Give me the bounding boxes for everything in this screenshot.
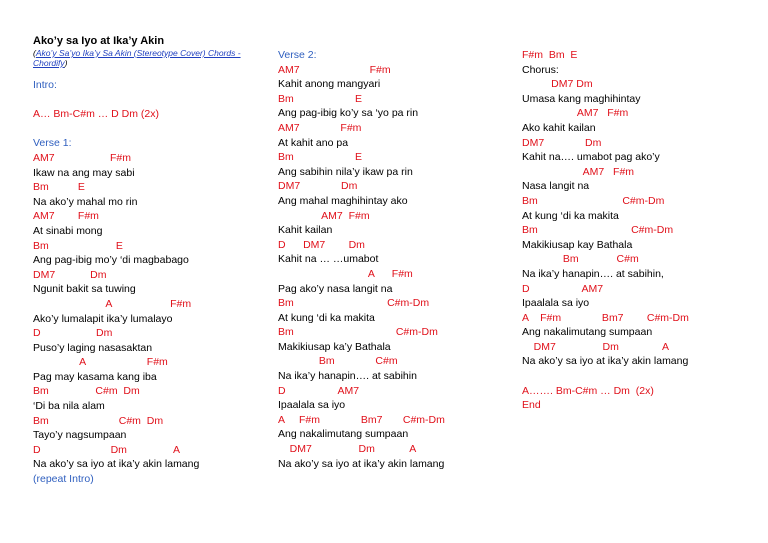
chord-line: Bm C#m <box>522 253 639 266</box>
lyric-line: Kahit na…. umabot pag ako’y <box>522 151 660 164</box>
chord-line: Bm C#m-Dm <box>278 326 438 339</box>
chord-line: Bm E <box>278 92 363 105</box>
chord-line: A F#m <box>278 267 413 280</box>
lyric-line: Kahit anong mangyari <box>278 78 381 91</box>
lyric-line: Chorus: <box>522 63 559 76</box>
chord-line: A F#m <box>33 356 168 369</box>
column-3 <box>522 48 752 413</box>
column-2 <box>278 48 508 471</box>
chord-line: D AM7 <box>522 282 604 295</box>
lyric-line: Kahit na … …umabot <box>278 253 379 266</box>
chord-line: Bm C#m Dm <box>33 414 164 427</box>
chord-line: A F#m Bm7 C#m-Dm <box>278 413 445 426</box>
lyric-line: Ikaw na ang may sabi <box>33 166 135 179</box>
end-label: End <box>522 399 541 412</box>
chord-line: AM7 F#m <box>33 151 132 164</box>
chord-line: A F#m Bm7 C#m-Dm <box>522 311 689 324</box>
verse2-label: Verse 2: <box>278 49 317 61</box>
lyric-line: Ang pag-ibig mo’y ‘di magbabago <box>33 254 189 267</box>
lyric-line: Ako kahit kailan <box>522 121 596 134</box>
outro-chords: A……. Bm-C#m … Dm (2x) <box>522 384 654 397</box>
lyric-line: Ipaalala sa iyo <box>278 399 346 412</box>
lyric-line: Ngunit bakit sa tuwing <box>33 283 136 296</box>
chord-line: D Dm A <box>33 443 181 456</box>
chord-line: D DM7 Dm <box>278 238 365 251</box>
lyric-line: Ang pag-ibig ko’y sa ‘yo pa rin <box>278 107 419 120</box>
lyric-line: Ako’y lumalapit ika’y lumalayo <box>33 312 173 325</box>
lyric-line: Na ika’y hanapin…. at sabihin, <box>522 267 664 280</box>
lyric-line: Puso’y laging nasasaktan <box>33 341 153 354</box>
intro-label: Intro: <box>33 79 57 91</box>
chord-line: Bm E <box>33 239 123 252</box>
lyric-line: Kahit kailan <box>278 224 333 237</box>
column-1 <box>33 34 263 487</box>
lyric-line: Nasa langit na <box>522 180 590 193</box>
chord-line: A F#m <box>33 297 192 310</box>
lyric-line: At kung ‘di ka makita <box>278 311 375 324</box>
lyric-line: Tayo’y nagsumpaan <box>33 429 127 442</box>
verse2-lines <box>278 63 508 472</box>
lyric-line: At kahit ano pa <box>278 136 349 149</box>
lyric-line: Ipaalala sa iyo <box>522 297 590 310</box>
lyric-line: Ang sabihin nila’y ikaw pa rin <box>278 165 413 178</box>
chord-line: DM7 Dm <box>33 268 107 281</box>
lyric-line: Na ako’y sa iyo at ika’y akin lamang <box>522 355 689 368</box>
lyric-line: Na ako’y sa iyo at ika’y akin lamang <box>33 458 200 471</box>
chord-line: Bm C#m-Dm <box>522 194 665 207</box>
lyric-line: Makikiusap kay Bathala <box>522 238 633 251</box>
chord-line: Bm E <box>278 151 363 164</box>
lyric-line: Na ako’y sa iyo at ika’y akin lamang <box>278 457 445 470</box>
chord-line: AM7 F#m <box>33 210 99 223</box>
chord-line: AM7 F#m <box>278 121 362 134</box>
lyric-line: At kung ‘di ka makita <box>522 209 619 222</box>
source-citation <box>33 48 258 68</box>
verse1-lines <box>33 151 263 472</box>
chord-line: AM7 F#m <box>278 209 370 222</box>
chord-line: D Dm <box>33 327 113 340</box>
chorus-lines <box>522 48 752 369</box>
chord-line: DM7 Dm A <box>278 443 417 456</box>
chord-line: DM7 Dm <box>522 78 593 91</box>
lyric-line: Ang mahal maghihintay ako <box>278 194 408 207</box>
lyric-line: Na ako’y mahal mo rin <box>33 195 138 208</box>
repeat-intro-note: (repeat Intro) <box>33 473 94 486</box>
source-open-paren: ( <box>33 48 36 58</box>
chord-line: AM7 F#m <box>278 63 391 76</box>
lyric-line: Umasa kang maghihintay <box>522 92 641 105</box>
chord-line: DM7 Dm <box>278 180 358 193</box>
lyric-line: Ang nakalimutang sumpaan <box>522 326 653 339</box>
chord-line: Bm C#m-Dm <box>522 224 674 237</box>
chord-line: Bm C#m Dm <box>33 385 140 398</box>
chord-line: Bm E <box>33 181 85 194</box>
chord-line: AM7 F#m <box>522 165 635 178</box>
lyric-line: Ang nakalimutang sumpaan <box>278 428 409 441</box>
chord-line: AM7 F#m <box>522 107 629 120</box>
song-title: Ako’y sa Iyo at Ika’y Akin <box>33 35 165 47</box>
verse1-label: Verse 1: <box>33 137 72 150</box>
lyric-line: Pag may kasama kang iba <box>33 370 157 383</box>
source-link[interactable]: Ako’y Sa’yo Ika’y Sa Akin (Stereotype Cover) Chords - Chordify <box>33 48 241 68</box>
lyric-line: ‘Di ba nila alam <box>33 400 105 413</box>
lyric-line: Makikiusap ka’y Bathala <box>278 340 391 353</box>
chord-line: D AM7 <box>278 384 360 397</box>
lyric-line: At sinabi mong <box>33 224 103 237</box>
chord-line: DM7 Dm <box>522 136 602 149</box>
chord-line: F#m Bm E <box>522 49 578 61</box>
source-close-paren: ) <box>64 58 68 68</box>
intro-chords: A… Bm-C#m … D Dm (2x) <box>33 108 159 121</box>
chord-line: Bm C#m-Dm <box>278 297 430 310</box>
chord-line: Bm C#m <box>278 355 398 368</box>
chord-line: DM7 Dm A <box>522 340 670 353</box>
lyric-line: Pag ako’y nasa langit na <box>278 282 393 295</box>
lyric-line: Na ika’y hanapin…. at sabihin <box>278 370 417 383</box>
